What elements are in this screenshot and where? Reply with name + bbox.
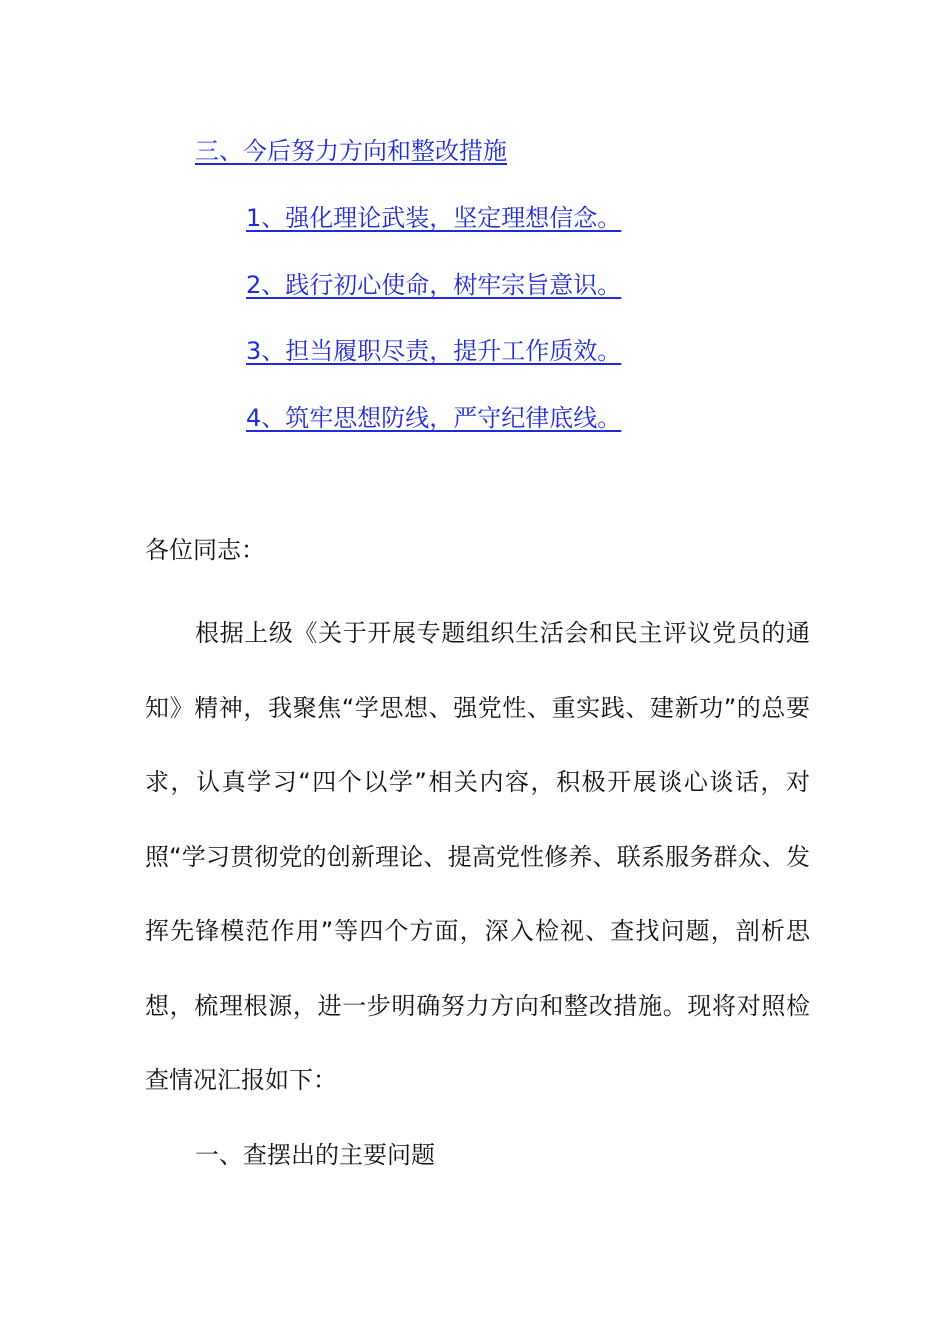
toc-item-1-link[interactable]: 1、强化理论武装，坚定理想信念。 bbox=[246, 204, 622, 232]
section-heading: 一、查摆出的主要问题 bbox=[195, 1141, 435, 1169]
toc-item-2-link[interactable]: 2、践行初心使命，树牢宗旨意识。 bbox=[246, 271, 622, 299]
toc-heading-link[interactable]: 三、今后努力方向和整改措施 bbox=[195, 137, 507, 165]
salutation: 各位同志： bbox=[145, 536, 265, 564]
toc-item-4-link[interactable]: 4、筑牢思想防线，严守纪律底线。 bbox=[246, 404, 622, 432]
body-paragraph: 根据上级《关于开展专题组织生活会和民主评议党员的通知》精神，我聚焦“学思想、强党性、重实践、建新功”的总要求，认真学习“四个以学”相关内容，积极开展谈心谈话，对照“学习贯彻党的创新理论、提高党性修养、联系服务群众、发挥先锋模范作用”等四个方面，深入检视、查找问题，剖析思想，梳理根源，进一步明确努力方向和整改措施。现将对照检查情况汇报如下： bbox=[145, 619, 810, 1094]
toc-item-3-link[interactable]: 3、担当履职尽责，提升工作质效。 bbox=[246, 337, 622, 365]
